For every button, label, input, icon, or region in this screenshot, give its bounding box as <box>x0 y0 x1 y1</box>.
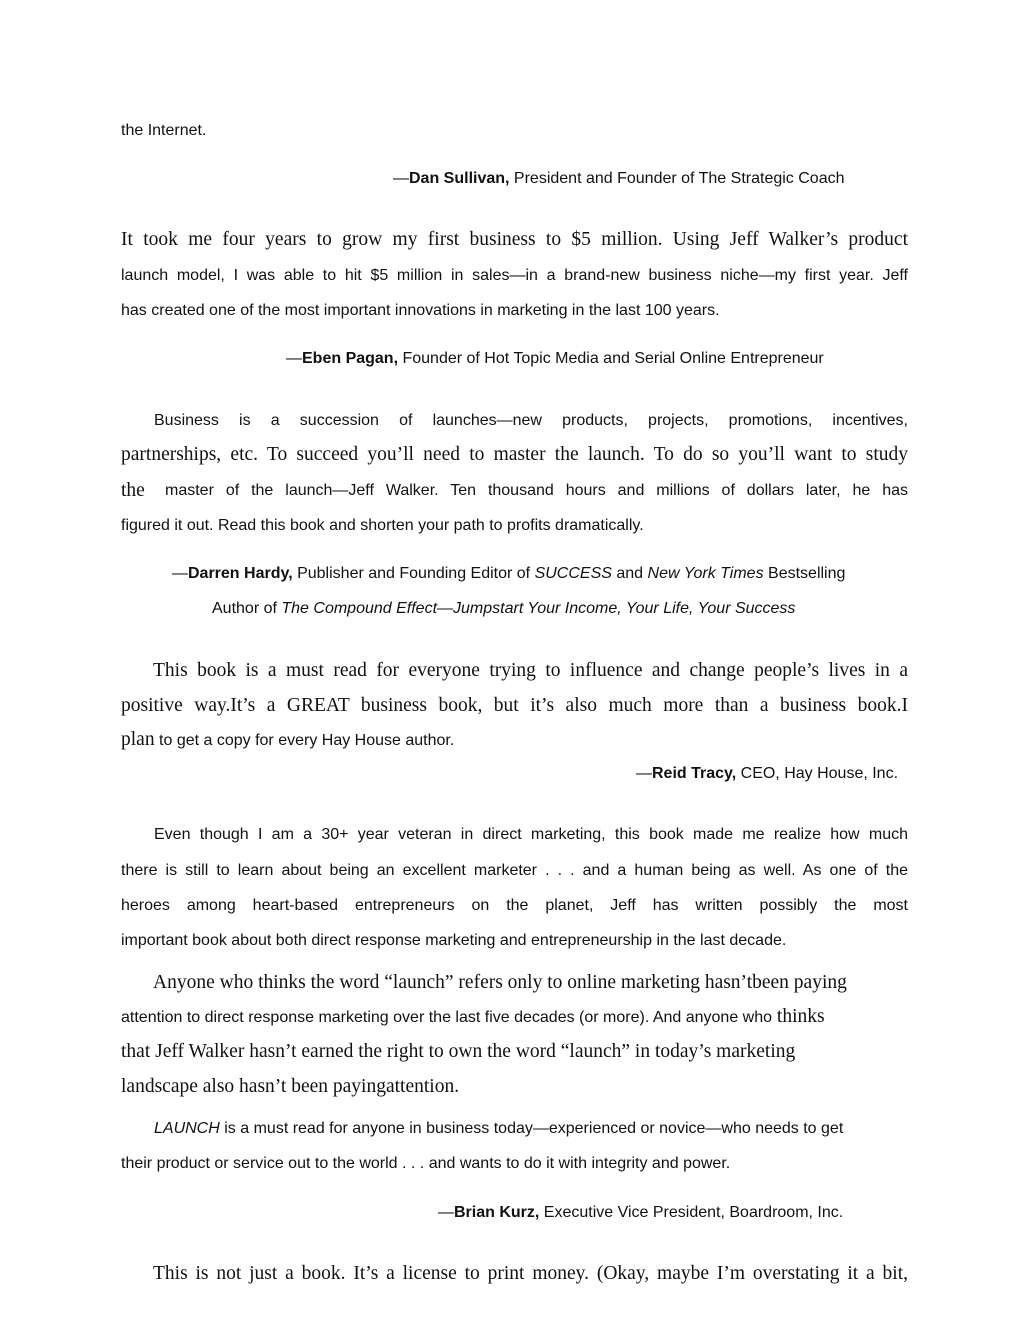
body-text-line: the <box>121 480 145 501</box>
attribution-name: Brian Kurz, <box>454 1204 540 1221</box>
attribution-dan-sullivan: —Dan Sullivan, President and Founder of The Strategic Coach <box>393 170 845 187</box>
body-text-line: landscape also hasn’t been payingattention. <box>121 1076 460 1097</box>
body-text-line: It took me four years to grow my first business to $5 million. Using Jeff Walker’s product <box>121 229 908 250</box>
body-text-line: positive way.It’s a GREAT business book, but it’s also much more than a business book.I <box>121 695 908 716</box>
body-text-line: This book is a must read for everyone trying to influence and change people’s lives in a <box>153 660 908 681</box>
body-text-line: This is not just a book. It’s a license to print money. (Okay, maybe I’m overstating it a bit, <box>153 1263 908 1284</box>
body-text-line: heroes among heart-based entrepreneurs on the planet, Jeff has written possibly the most <box>121 897 908 914</box>
body-text-line: there is still to learn about being an excellent marketer . . . and a human being as well. As one of the <box>121 862 908 879</box>
attribution-name: Reid Tracy, <box>652 765 737 782</box>
attribution-name: Darren Hardy, <box>188 565 293 582</box>
attribution-eben-pagan: —Eben Pagan, Founder of Hot Topic Media and Serial Online Entrepreneur <box>286 350 824 367</box>
body-text-line: their product or service out to the world . . . and wants to do it with integrity and power. <box>121 1155 731 1172</box>
book-title: The Compound Effect—Jumpstart Your Income, Your Life, Your Success <box>281 600 796 617</box>
body-text-line: that Jeff Walker hasn’t earned the right to own the word “launch” in today’s marketing <box>121 1041 796 1062</box>
body-text-line: plan to get a copy for every Hay House author. <box>121 729 455 750</box>
attribution-darren-hardy: —Darren Hardy, Publisher and Founding Editor of SUCCESS and New York Times Bestselling <box>172 565 846 582</box>
publication-title: New York Times <box>647 565 764 582</box>
attribution-name: Eben Pagan, <box>302 350 399 367</box>
book-title: LAUNCH <box>154 1120 220 1137</box>
body-text-line: Business is a succession of launches—new products, projects, promotions, incentives, <box>154 412 908 429</box>
body-text-line: LAUNCH is a must read for anyone in business today—experienced or novice—who needs to get <box>154 1120 844 1137</box>
publication-title: SUCCESS <box>534 565 612 582</box>
body-text-line: attention to direct response marketing over the last five decades (or more). And anyone who thinks <box>121 1006 825 1027</box>
body-text-line: Even though I am a 30+ year veteran in direct marketing, this book made me realize how much <box>154 826 908 843</box>
attribution-brian-kurz: —Brian Kurz, Executive Vice President, Boardroom, Inc. <box>438 1204 844 1221</box>
body-text-line: partnerships, etc. To succeed you’ll need to master the launch. To do so you’ll want to study <box>121 444 908 465</box>
body-text-line: launch model, I was able to hit $5 million in sales—in a brand-new business niche—my first year. Jeff <box>121 267 908 284</box>
body-text-line: figured it out. Read this book and shorten your path to profits dramatically. <box>121 517 644 534</box>
body-text-line: the Internet. <box>121 122 207 139</box>
attribution-darren-hardy-line2: Author of The Compound Effect—Jumpstart Your Income, Your Life, Your Success <box>212 600 796 617</box>
attribution-reid-tracy: —Reid Tracy, CEO, Hay House, Inc. <box>636 765 899 782</box>
body-text-line: master of the launch—Jeff Walker. Ten thousand hours and millions of dollars later, he has <box>165 482 908 499</box>
attribution-name: Dan Sullivan, <box>409 170 510 187</box>
body-text-line: Anyone who thinks the word “launch” refers only to online marketing hasn’tbeen paying <box>153 972 847 993</box>
body-text-line: has created one of the most important innovations in marketing in the last 100 years. <box>121 302 720 319</box>
body-text-line: important book about both direct response marketing and entrepreneurship in the last decade. <box>121 932 787 949</box>
